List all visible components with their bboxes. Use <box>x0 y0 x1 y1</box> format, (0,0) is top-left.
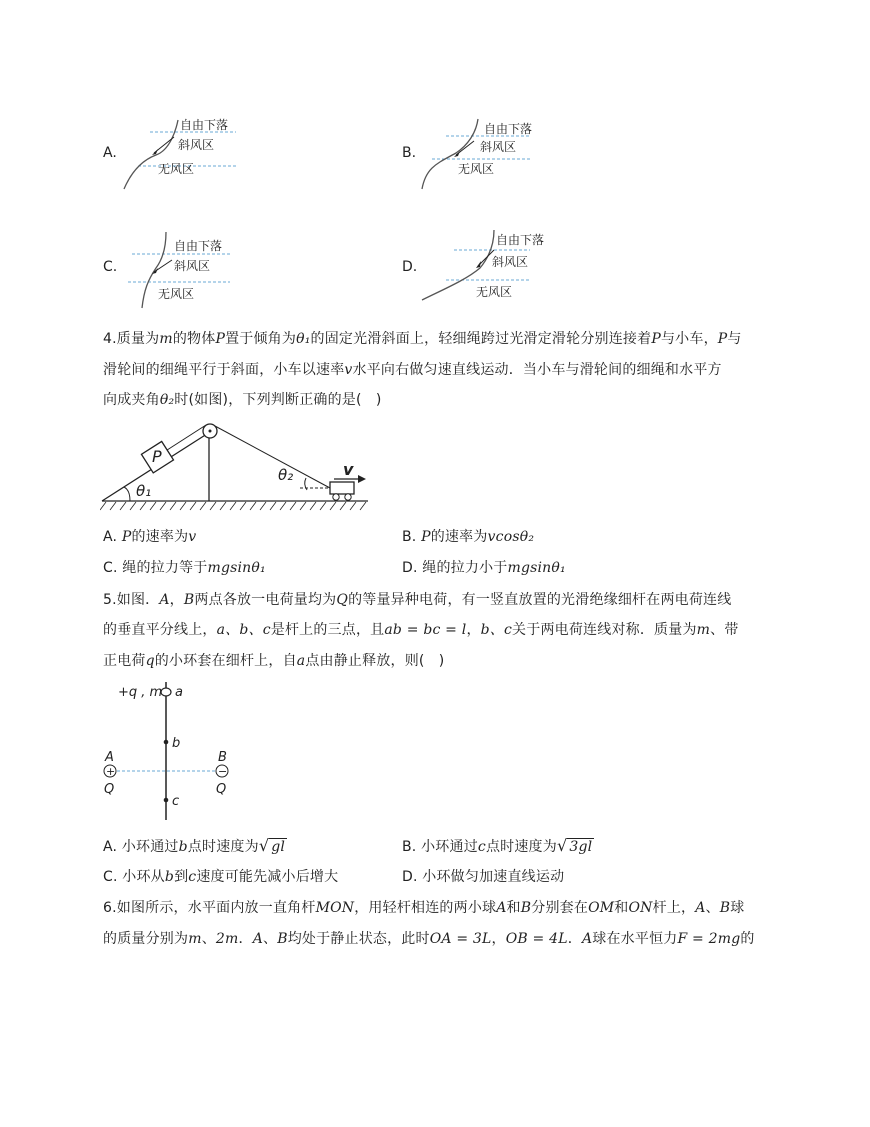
q4-stem-line1: 4.质量为m的物体P置于倾角为θ₁的固定光滑斜面上，轻细绳跨过光滑定滑轮分别连接着P与小车，P与 <box>103 331 742 347</box>
q5-figure <box>100 680 250 825</box>
q5-option-a[interactable]: A. 小环通过b点时速度为√ gl <box>103 836 286 855</box>
ring <box>161 688 171 696</box>
figure-3c <box>118 230 258 310</box>
ground-hatch <box>100 502 366 510</box>
q5-stem-line1: 5.如图．A，B两点各放一电荷量均为Q的等量异种电荷，有一竖直放置的光滑绝缘细杆在两电荷连线 <box>103 592 732 608</box>
svg-text:+q , m: +q , m <box>118 685 163 700</box>
svg-text:Q: Q <box>216 782 227 797</box>
svg-text:+: + <box>106 765 116 778</box>
svg-text:无风区: 无风区 <box>458 162 495 176</box>
svg-text:无风区: 无风区 <box>158 287 195 301</box>
svg-text:−: − <box>218 765 228 778</box>
svg-text:c: c <box>172 794 180 809</box>
svg-text:θ₁: θ₁ <box>136 482 152 500</box>
sqrt-icon: √ <box>556 836 568 855</box>
q4-option-b[interactable]: B. P的速率为vcosθ₂ <box>402 529 535 545</box>
svg-text:自由下落: 自由下落 <box>484 122 533 136</box>
svg-text:斜风区: 斜风区 <box>480 140 517 154</box>
q4-option-c[interactable]: C. 绳的拉力等于mgsinθ₁ <box>103 560 266 576</box>
q4-stem-line2: 滑轮间的细绳平行于斜面，小车以速率v水平向右做匀速直线运动．当小车与滑轮间的细绳和水平方 <box>103 362 722 378</box>
cart <box>330 482 354 494</box>
svg-text:自由下落: 自由下落 <box>174 239 223 253</box>
option-d-letter: D. <box>402 259 418 275</box>
svg-text:无风区: 无风区 <box>476 285 513 299</box>
q4-stem-line3: 向成夹角θ₂时(如图)，下列判断正确的是( ) <box>103 392 382 408</box>
q4-option-a[interactable]: A. P的速率为v <box>103 529 197 545</box>
svg-text:b: b <box>172 736 181 751</box>
q5-stem-line3: 正电荷q的小环套在细杆上，自a点由静止释放，则( ) <box>103 653 445 669</box>
svg-text:v: v <box>343 460 354 479</box>
figure-3d <box>418 228 558 308</box>
svg-text:斜风区: 斜风区 <box>492 255 529 269</box>
q5-stem-line2: 的垂直平分线上，a、b、c是杆上的三点，且ab = bc = l，b、c关于两电荷连线对称．质量为m、带 <box>103 622 739 638</box>
option-c-letter: C. <box>103 259 118 275</box>
svg-text:Q: Q <box>104 782 115 797</box>
svg-text:θ₂: θ₂ <box>278 466 294 484</box>
svg-text:斜风区: 斜风区 <box>174 259 211 273</box>
figure-3a <box>118 115 258 195</box>
option-b-letter: B. <box>402 145 417 161</box>
q6-stem-line2: 的质量分别为m、2m．A、B均处于静止状态，此时OA = 3L，OB = 4L．A球在水平恒力F = 2mg的 <box>103 931 755 947</box>
svg-text:B: B <box>218 750 227 765</box>
label-slant-wind: 斜风区 <box>178 138 215 152</box>
q5-option-b[interactable]: B. 小环通过c点时速度为√ 3gl <box>402 836 593 855</box>
point-b <box>164 740 169 745</box>
point-c <box>164 798 169 803</box>
trajectory-curve <box>422 119 478 189</box>
svg-text:自由下落: 自由下落 <box>496 233 545 247</box>
q5-option-c[interactable]: C. 小环从b到c速度可能先减小后增大 <box>103 869 339 885</box>
q5-option-d[interactable]: D. 小环做匀加速直线运动 <box>402 869 565 885</box>
label-free-fall: 自由下落 <box>180 118 229 132</box>
q4-option-d[interactable]: D. 绳的拉力小于mgsinθ₁ <box>402 560 566 576</box>
svg-text:A: A <box>105 750 114 765</box>
option-a-letter: A. <box>103 145 117 161</box>
svg-text:a: a <box>175 685 183 700</box>
figure-3b <box>418 115 558 195</box>
svg-text:P: P <box>152 447 162 466</box>
label-no-wind: 无风区 <box>158 162 195 176</box>
q4-figure <box>100 418 380 518</box>
trajectory-curve <box>124 120 178 189</box>
q6-stem-line1: 6.如图所示，水平面内放一直角杆MON，用轻杆相连的两小球A和B分别套在OM和ON杆上，A、B球 <box>103 900 745 916</box>
sqrt-icon: √ <box>258 836 270 855</box>
